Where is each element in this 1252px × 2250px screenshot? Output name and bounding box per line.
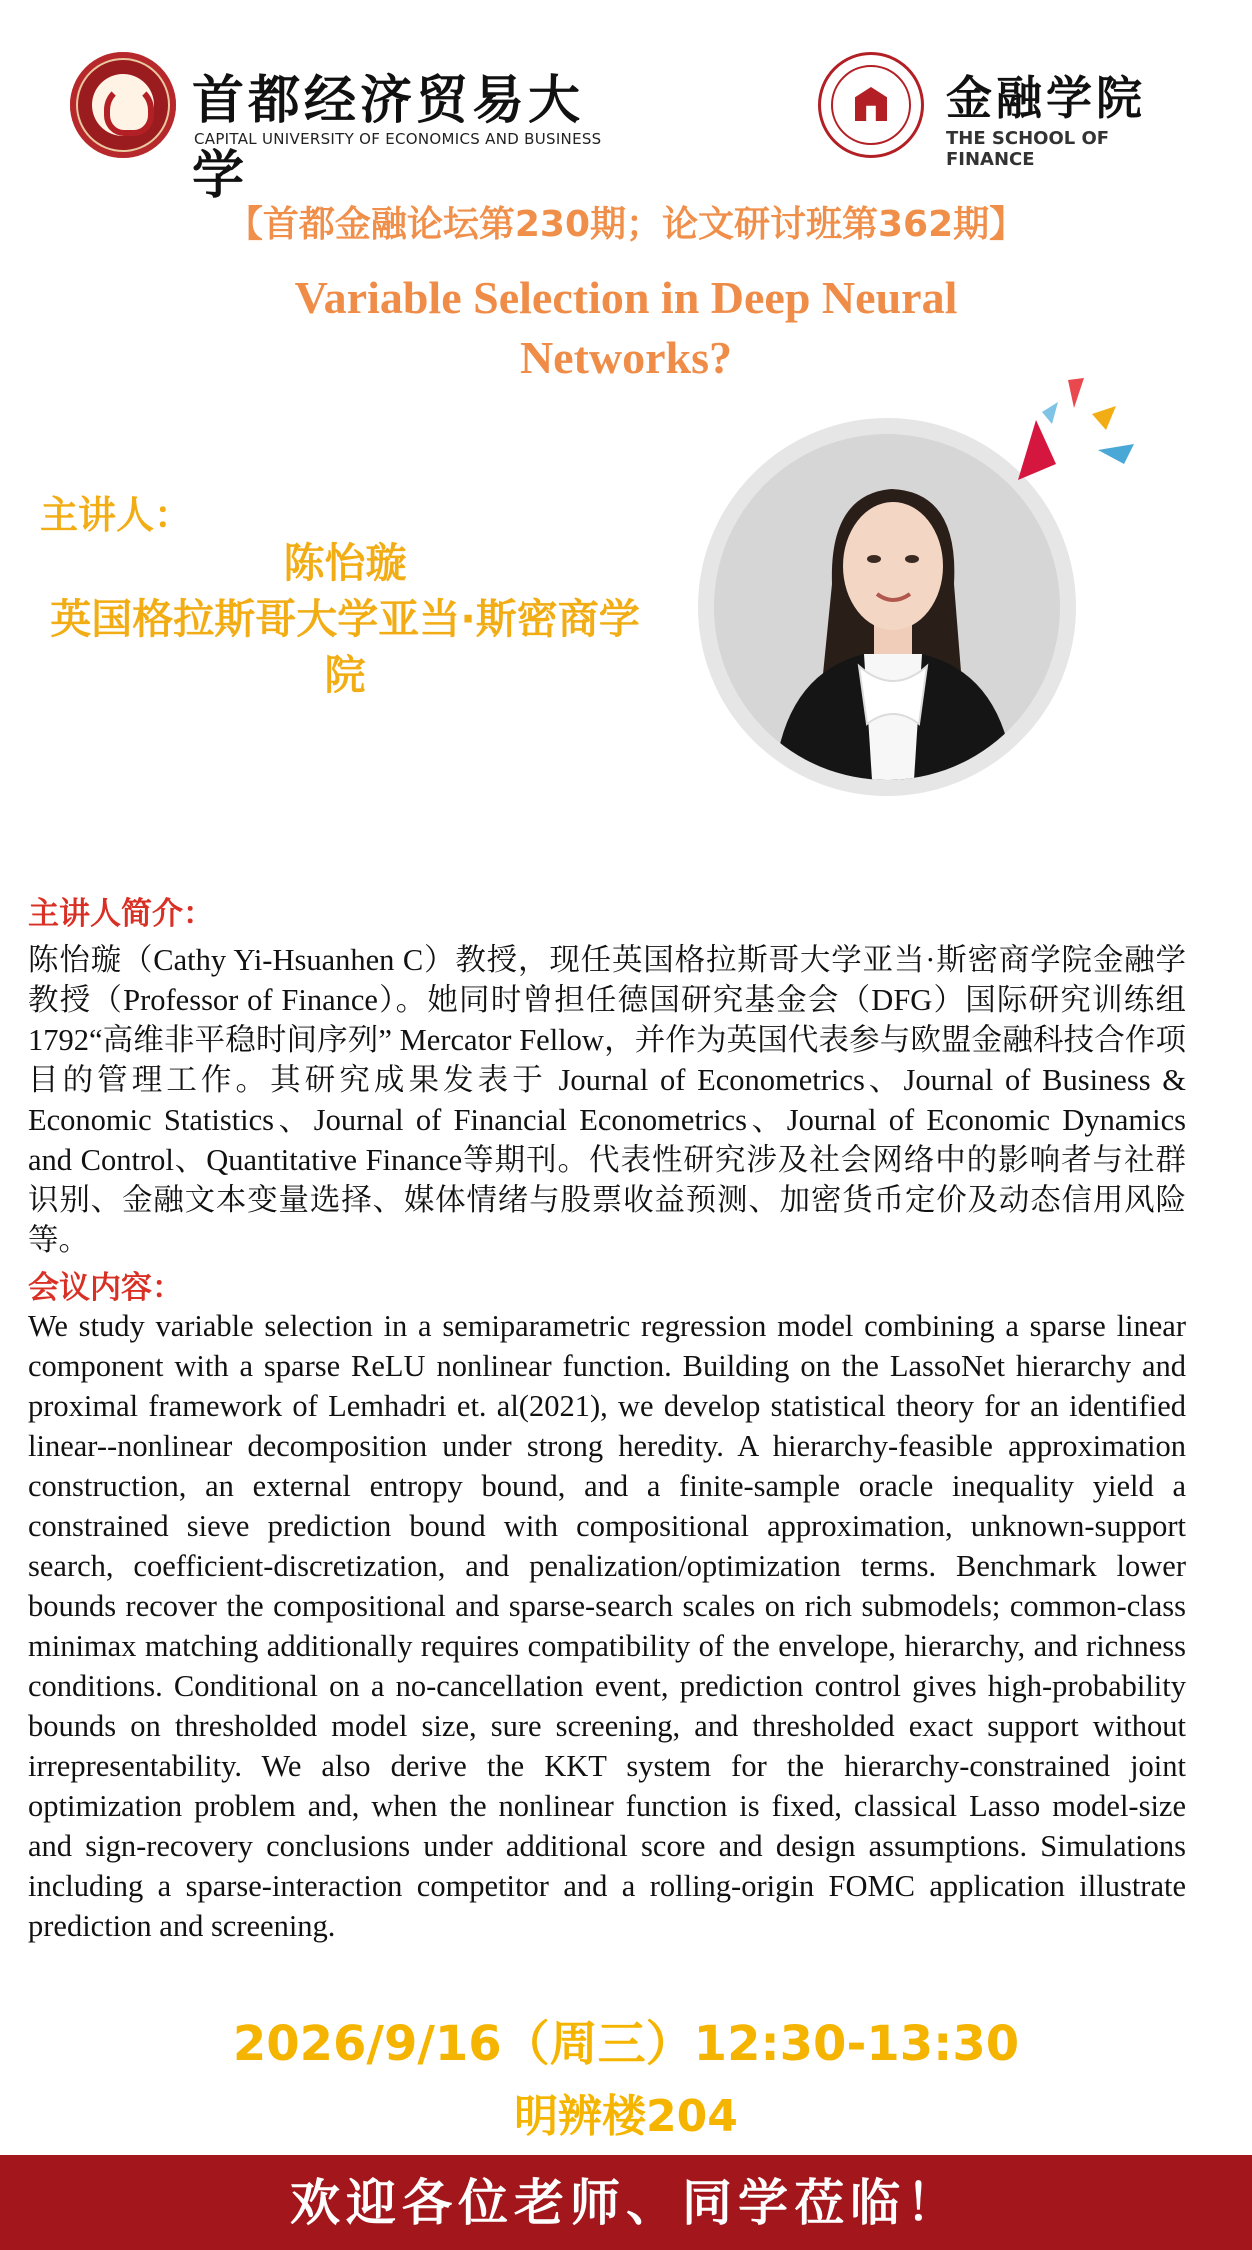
speaker-info — [40, 535, 650, 703]
university-name-cn: 首都经济贸易大学 — [192, 70, 585, 206]
abstract-heading: 会议内容： — [28, 1270, 183, 1306]
event-datetime: 2026/9/16（周三）12:30-13:30 — [232, 2016, 1020, 2072]
university-logo — [70, 52, 610, 206]
abstract-text: We study variable selection in a semiparametric regression model combining a sparse linear component with a sparse ReLU nonlinear function. Building on the LassoNet hierarchy and proximal framework of Lemhadri et. al(2021), we develop statistical theory for an identified linear--nonlinear decomposition under strong heredity. A hierarchy-feasible approximation construction, an external entropy bound, and a finite-sample oracle inequality yield a constrained sieve prediction bound with compositional approximation, unknown-support search, coefficient-discretization, and penalization/optimization terms. Benchmark lower bounds recover the compositional and sparse-search scales on rich submodels; common-class minimax matching additionally requires compatibility of the envelope, hierarchy, and richness conditions. Conditional on a no-cancellation event, prediction control gives high-probability bounds on thresholded model size, sure screening, and thresholded exact support without irrepresentability. We also derive the KKT system for the hierarchy-constrained joint optimization problem and, when the nonlinear function is fixed, classical Lasso model-size and sign-recovery conclusions under additional score and design assumptions. Simulations including a sparse-interaction competitor and a rolling-origin FOMC application illustrate prediction and screening. — [28, 1309, 1186, 1943]
bio-text: 陈怡璇（Cathy Yi-Hsuanhen C）教授，现任英国格拉斯哥大学亚当·斯密商学院金融学教授（Professor of Finance）。她同时曾担任德国研究基金会（DFG）国际研究训练组1792“高维非平稳时间序列” Mercator Fellow，并作为英国代表参与欧盟金融科技合作项目的管理工作。其研究成果发表于 Journal of Econometrics、Journal of Business & Economic Statistics、Journal of Financial Econometrics、Journal of Economic Dynamics and Control、Quantitative Finance等期刊。代表性研究涉及社会网络中的影响者与社群识别、金融文本变量选择、媒体情绪与股票收益预测、加密货币定价及动态信用风险等。 — [28, 943, 1186, 1257]
school-name-cn: 金融学院 — [946, 71, 1146, 125]
bio-heading: 主讲人简介： — [28, 896, 214, 932]
speaker-label: 主讲人： — [40, 493, 193, 537]
speaker-affiliation: 英国格拉斯哥大学亚当·斯密商学院 — [50, 595, 640, 699]
confetti-icon — [1012, 372, 1142, 482]
series-label: 【首都金融论坛第230期；论文研讨班第362期】 — [226, 204, 1026, 245]
welcome-banner: 欢迎各位老师、同学莅临！ — [0, 2155, 1252, 2250]
talk-title: Variable Selection in Deep Neural Networks? — [294, 272, 958, 383]
university-name-en: CAPITAL UNIVERSITY OF ECONOMICS AND BUSINESS — [194, 130, 602, 148]
school-name-en: THE SCHOOL OF FINANCE — [946, 128, 1110, 170]
speaker-photo — [714, 434, 1060, 780]
event-venue: 明辨楼204 — [514, 2091, 738, 2142]
university-seal-icon — [70, 52, 176, 158]
school-logo — [818, 52, 1198, 170]
speaker-name: 陈怡璇 — [283, 539, 407, 587]
school-seal-icon — [818, 52, 924, 158]
